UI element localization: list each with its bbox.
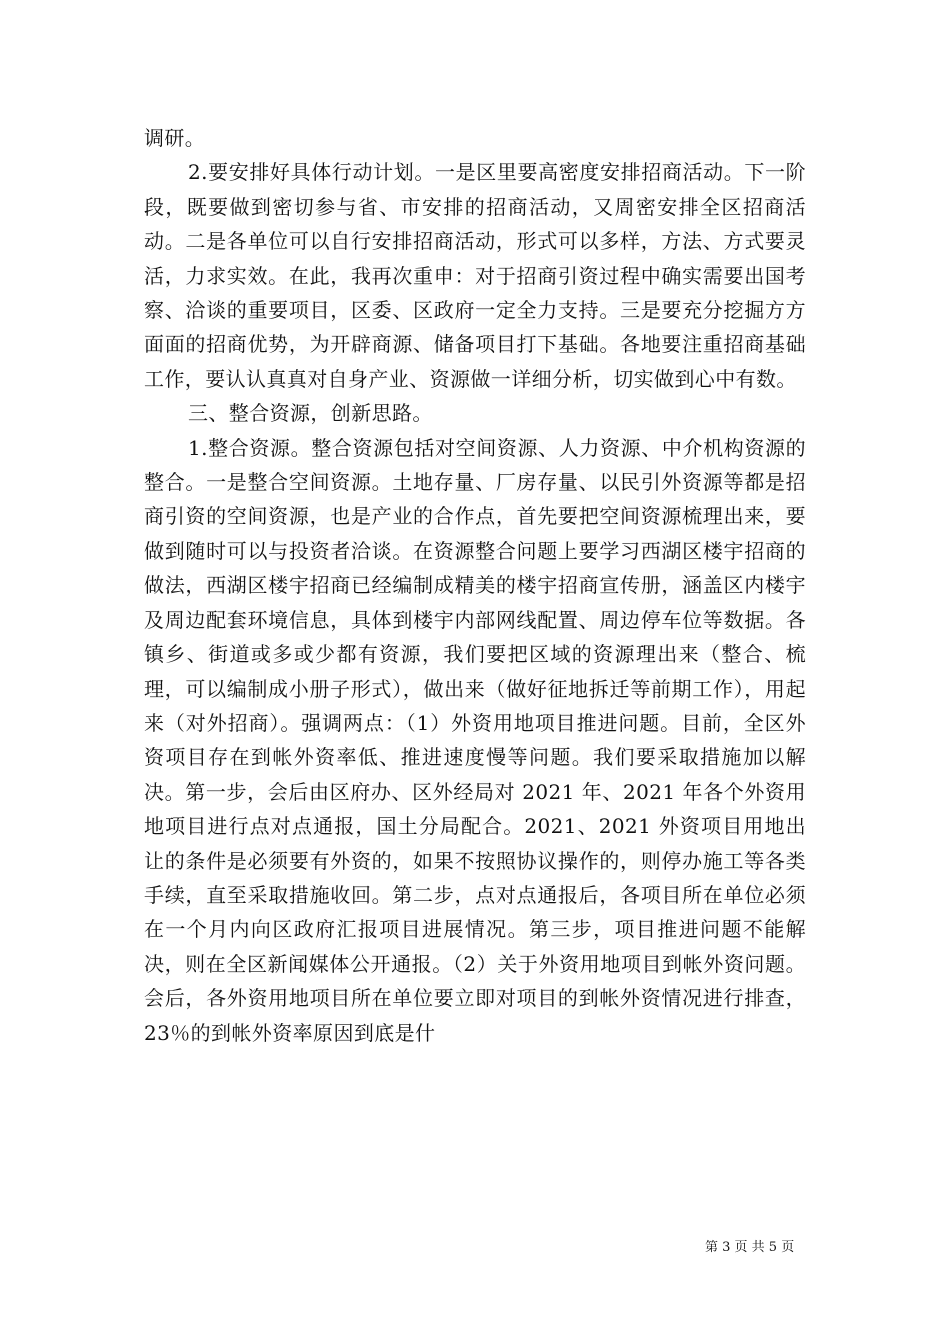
section-heading: 三、整合资源，创新思路。 [188, 401, 433, 426]
page-number-footer: 第 3 页 共 5 页 [705, 1240, 795, 1255]
paragraph-4: 1.整合资源。整合资源包括对空间资源、人力资源、中介机构资源的整合。一是整合空间资源。土地存量、厂房存量、以民引外资源等都是招商引资的空间资源，也是产业的合作点，首先要把空间资源梳理出来，要做到随时可以与投资者洽谈。在资源整合问题上要学习西湖区楼宇招商的做法，西湖区楼宇招商已经编制成精美的楼宇招商宣传册，涵盖区内楼宇及周边配套环境信息，具体到楼宇内部网线配置、周边停车位等数据。各镇乡、街道或多或少都有资源，我们要把区域的资源理出来（整合、梳理，可以编制成小册子形式），做出来（做好征地拆迁等前期工作），用起来（对外招商）。强调两点：（1）外资用地项目推进问题。目前，全区外资项目存在到帐外资率低、推进速度慢等问题。我们要采取措施加以解决。第一步，会后由区府办、区外经局对 2021 年、2021 年各个外资用地项目进行点对点通报，国土分局配合。2021、2021 外资项目用地出让的条件是必须要有外资的，如果不按照协议操作的，则停办施工等各类手续，直至采取措施收回。第二步，点对点通报后，各项目所在单位必须在一个月内向区政府汇报项目进展情况。第三步，项目推进问题不能解决，则在全区新闻媒体公开通报。（2）关于外资用地项目到帐外资问题。会后，各外资用地项目所在单位要立即对项目的到帐外资情况进行排查，23％的到帐外资率原因到底是什 [144, 435, 806, 1045]
paragraph-2: 2.要安排好具体行动计划。一是区里要高密度安排招商活动。下一阶段，既要做到密切参与省、市安排的招商活动，又周密安排全区招商活动。二是各单位可以自行安排招商活动，形式可以多样，方法、方式要灵活，力求实效。在此，我再次重申：对于招商引资过程中确实需要出国考察、洽谈的重要项目，区委、区政府一定全力支持。三是要充分挖掘方方面面的招商优势，为开辟商源、储备项目打下基础。各地要注重招商基础工作，要认认真真对自身产业、资源做一详细分析，切实做到心中有数。 [144, 160, 806, 391]
paragraph-1: 调研。 [144, 126, 206, 150]
document-body [144, 121, 806, 1050]
